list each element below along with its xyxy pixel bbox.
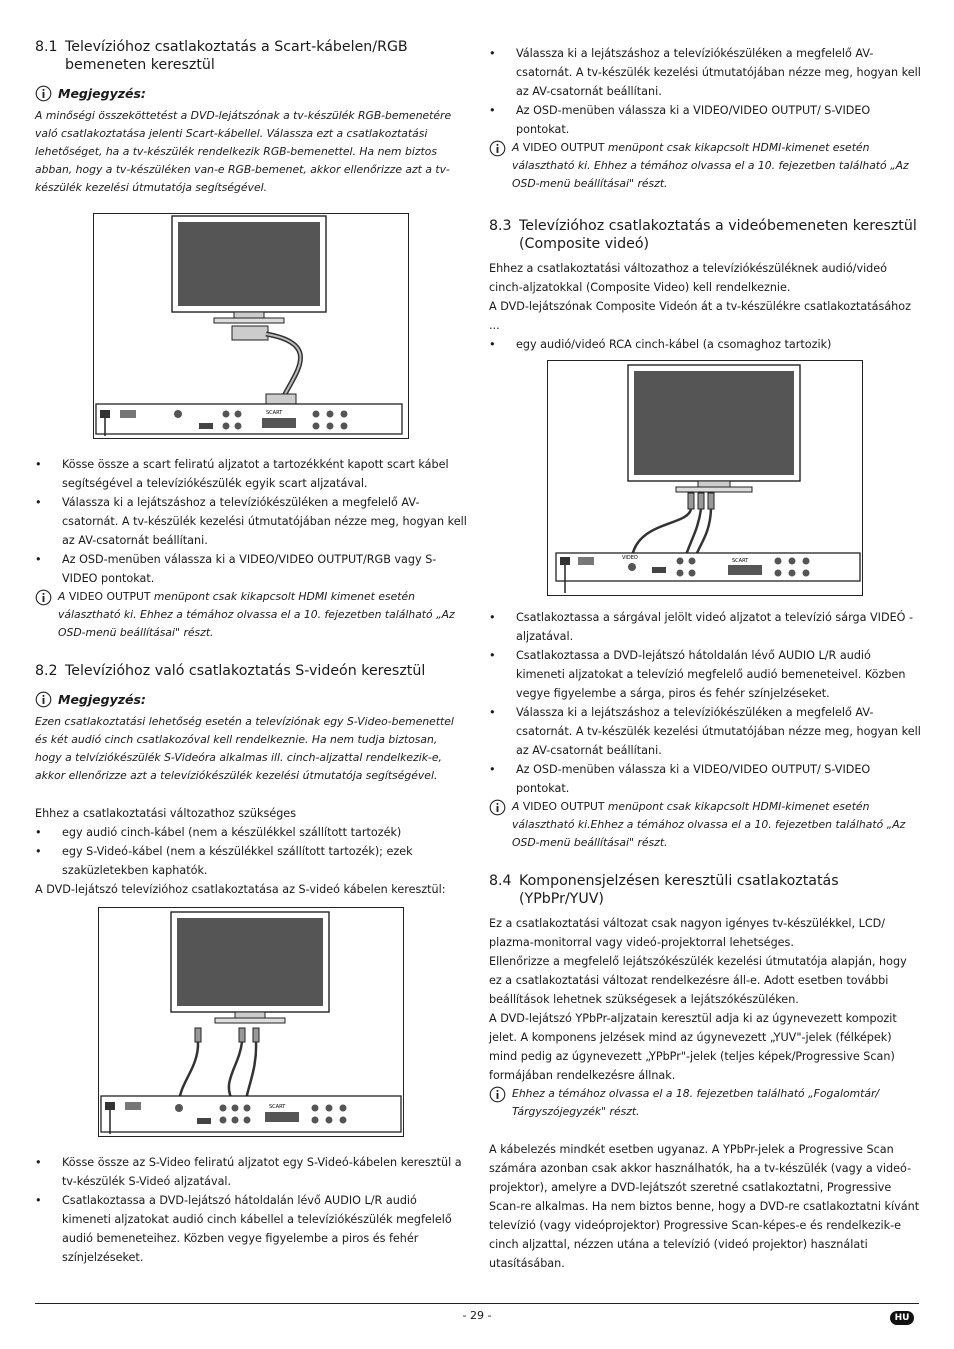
list-item: • Válassza ki a lejátszáshoz a televíziókészüléken a megfelelő AV-csatornát. A tv-készülék kezelési útmutatójában nézze meg, hogyan kell az AV-csatornát beállítani. <box>489 44 921 101</box>
note-heading: Megjegyzés: <box>35 690 467 709</box>
list-item: • Az OSD-menüben válassza ki a VIDEO/VIDEO OUTPUT/ S-VIDEO pontokat. <box>489 101 921 139</box>
note-text: A minőségi összeköttetést a DVD-lejátszónak a tv-készülék RGB-bemenetére való csatlakoztatása jelenti Scart-kábellel. Válassza ezt a csatlakoztatási lehetőséget, ha a tv-készülék rendelkezik RGB-bemenettel. Ha nem biztos abban, hogy a tv-készüléken van-e RGB-bemenet, akkor ellenőrizze azt a tv-készülék kezelési útmutatója segítségével. <box>35 109 452 194</box>
list-item: • Csatlakoztassa a DVD-lejátszó hátoldalán lévő AUDIO L/R audió kimeneti aljzatokat a televízió megfelelő audió bemeneteivel. Közben vegye figyelembe a sárga, piros és fehér színjelzéseket. <box>489 646 921 703</box>
list-item: • Az OSD-menüben válassza ki a VIDEO/VIDEO OUTPUT/ S-VIDEO pontokat. <box>489 760 921 798</box>
list-item: • Csatlakoztassa a DVD-lejátszó hátoldalán lévő AUDIO L/R audió kimeneti aljzatokat audió cinch kábellel a televíziókészülék megfelelő audió bemeneteihez. Közben vegye figyelembe a piros és fehér színjelzéseket. <box>35 1191 467 1267</box>
composite-steps-list <box>489 608 921 798</box>
list-item: • Az OSD-menüben válassza ki a VIDEO/VIDEO OUTPUT/RGB vagy S-VIDEO pontokat. <box>35 550 467 588</box>
svideo-connection-figure <box>98 907 404 1137</box>
page-number: - 29 - <box>462 1309 492 1322</box>
requirements-intro: Ehhez a csatlakoztatási változathoz szükséges <box>35 807 297 820</box>
svg-text:SCART: SCART <box>266 410 283 416</box>
video-output-note: A VIDEO OUTPUT menüpont csak kikapcsolt HDMI-kimenet esetén választható ki.Ehhez a témához olvassa el a 10. fejezetben található „Az OSD-menü beállításai" részt. <box>489 798 921 852</box>
svg-text:SCART: SCART <box>732 558 749 564</box>
svg-text:VIDEO: VIDEO <box>622 555 638 561</box>
list-item: • Kösse össze az S-Video feliratú aljzatot egy S-Videó-kábelen keresztül a tv-készülék S-Videó aljzatával. <box>35 1153 467 1191</box>
paragraph: A DVD-lejátszónak Composite Videón át a tv-készülékre csatlakoztatásához ... <box>489 300 911 332</box>
section-8-3-heading: 8.3 Televízióhoz csatlakoztatás a videóbemeneten keresztül (Composite videó) <box>489 218 917 252</box>
right-column <box>489 44 921 1273</box>
list-item: • Csatlakoztassa a sárgával jelölt videó aljzatot a televízió sárga VIDEÓ - aljzatával. <box>489 608 921 646</box>
paragraph: Ehhez a csatlakoztatási változathoz a televíziókészüléknek audió/videó cinch-aljzatokkal (Composite Video) kell rendelkeznie. <box>489 262 888 294</box>
info-icon <box>489 140 506 157</box>
list-item: • egy audió/videó RCA cinch-kábel (a csomaghoz tartozik) <box>489 335 921 354</box>
list-item: • Válassza ki a lejátszáshoz a televíziókészüléken a megfelelő AV-csatornát. A tv-készülék kezelési útmutatójában nézze meg, hogyan kell az AV-csatornát beállítani. <box>35 493 467 550</box>
scart-connection-figure <box>93 213 409 439</box>
glossary-note: Ehhez a témához olvassa el a 18. fejezetben található „Fogalomtár/ Tárgyszójegyzék" részt. <box>489 1085 921 1121</box>
left-column <box>35 38 467 1267</box>
footer-rule <box>35 1303 919 1304</box>
paragraph: Ez a csatlakoztatási változat csak nagyon igényes tv-készülékkel, LCD/ plazma-monitorral vagy videó-projektorral lehetséges. <box>489 917 886 949</box>
info-icon <box>35 85 52 102</box>
info-icon <box>35 589 52 606</box>
list-item: • Kösse össze a scart feliratú aljzatot a tartozékként kapott scart kábel segítségével a televíziókészülék egyik scart aljzatával. <box>35 455 467 493</box>
svideo-steps-continued <box>489 44 921 139</box>
requirements-outro: A DVD-lejátszó televízióhoz csatlakoztatása az S-videó kábelen keresztül: <box>35 883 446 896</box>
info-icon <box>489 1086 506 1103</box>
language-badge: HU <box>890 1311 914 1325</box>
section-8-4-heading: 8.4 Komponensjelzésen keresztüli csatlakoztatás (YPbPr/YUV) <box>489 873 839 907</box>
info-icon <box>35 691 52 708</box>
list-item: • egy S-Videó-kábel (nem a készülékkel szállított tartozék); ezek szaküzletekben kaphatók. <box>35 842 467 880</box>
list-item: • egy audió cinch-kábel (nem a készülékkel szállított tartozék) <box>35 823 467 842</box>
scart-steps-list <box>35 455 467 588</box>
svideo-steps-list <box>35 1153 467 1267</box>
info-icon <box>489 799 506 816</box>
list-item: • Válassza ki a lejátszáshoz a televíziókészüléken a megfelelő AV-csatornát. A tv-készülék kezelési útmutatójában nézze meg, hogyan kell az AV-csatornát beállítani. <box>489 703 921 760</box>
video-output-note: A VIDEO OUTPUT menüpont csak kikapcsolt HDMI kimenet esetén választható ki. Ehhez a témához olvassa el a 10. fejezetben található „Az OSD-menü beállításai" részt. <box>35 588 467 642</box>
video-output-note: A VIDEO OUTPUT menüpont csak kikapcsolt HDMI-kimenet esetén választható ki. Ehhez a témához olvassa el a 10. fejezetben található „Az OSD-menü beállításai" részt. <box>489 139 921 193</box>
composite-connection-figure <box>547 360 863 596</box>
paragraph: A DVD-lejátszó YPbPr-aljzatain keresztül adja ki az úgynevezett kompozit jelet. A komponens jelzések mind az úgynevezett „YUV"-jelek (félképek) mind pedig az úgynevezett „YPbPr"-jelek (teljes képek/Progressive Scan) formájában rendelkezésre állnak. <box>489 1012 897 1082</box>
note-heading: Megjegyzés: <box>35 84 467 103</box>
note-text: Ezen csatlakoztatási lehetőség esetén a televíziónak egy S-Video-bemenettel és két audió cinch csatlakozóval kell rendelkeznie. Ha nem tudja biztosan, hogy a telvíziókészülék S-Videóra alkalmas ill. cinch-aljzattal rendelkezik-e, akkor ellenőrizze azt a televíziókészülék kezelési útmutatója segítségével. <box>35 715 454 782</box>
paragraph: A kábelezés mindkét esetben ugyanaz. A YPbPr-jelek a Progressive Scan számára azonban csak akkor használhatók, ha a tv-készülék (vagy a videó-projektor), amelyre a DVD-lejátszót szeretné csatlakoztatni, Progressive Scan-re alkalmas. Ha nem biztos benne, hogy a DVD-re csatlakoztatni kívánt televízió (vagy videóprojektor) Progressive Scan-képes-e és rendelkezik-e cinch aljzattal, nézzen utána a televízió (videó projektor) használati utasításában. <box>489 1143 920 1270</box>
section-8-2-heading: 8.2 Televízióhoz való csatlakoztatás S-videón keresztül <box>35 663 426 679</box>
svg-text:SCART: SCART <box>269 1104 286 1110</box>
requirements-list <box>35 823 467 880</box>
paragraph: Ellenőrizze a megfelelő lejátszókészülék kezelési útmutatója alapján, hogy ez a csatlakoztatási változat rendelkezésre áll-e. Adott esetben további beállítások lehetnek szükségesek a lejátszókészüléken. <box>489 955 907 1006</box>
section-8-1-heading: 8.1 Televízióhoz csatlakoztatás a Scart-kábelen/RGB bemeneten keresztül <box>35 39 408 73</box>
requirements-list <box>489 335 921 354</box>
